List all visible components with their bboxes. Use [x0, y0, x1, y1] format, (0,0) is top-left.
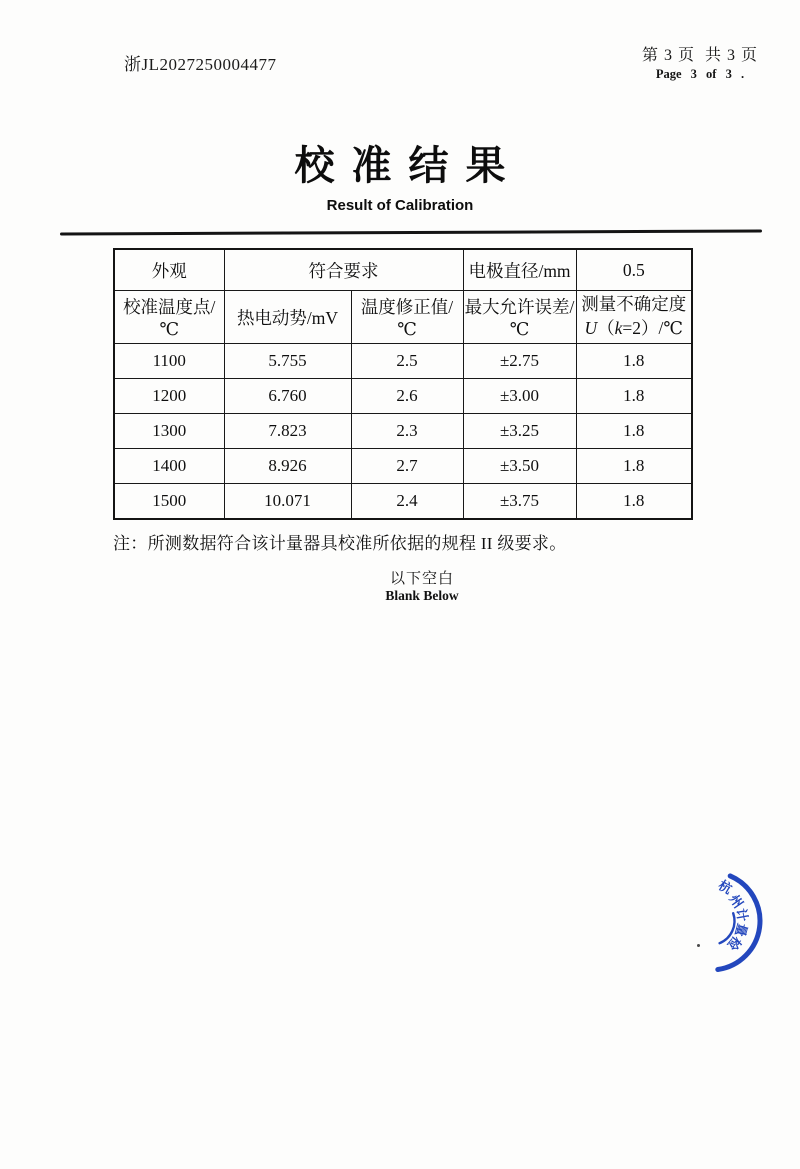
- cell-uncertainty: 1.8: [576, 484, 692, 520]
- cell-temperature: 1100: [114, 344, 224, 379]
- appearance-label: 外观: [114, 249, 224, 291]
- cell-correction: 2.6: [351, 379, 463, 414]
- column-header-temperature: 校准温度点/℃: [114, 291, 224, 344]
- page-indicator-cn: 第 3 页 共 3 页: [641, 47, 758, 64]
- appearance-value: 符合要求: [224, 249, 463, 291]
- table-header-row: [114, 291, 692, 344]
- title-divider: [60, 229, 762, 235]
- cell-correction: 2.7: [351, 449, 463, 484]
- column-header-max-error: 最大允许误差/℃: [463, 291, 576, 344]
- seal-char: 检: [724, 933, 745, 953]
- cell-emf: 10.071: [224, 484, 351, 520]
- scan-speck: [697, 944, 700, 947]
- cell-temperature: 1400: [114, 449, 224, 484]
- cell-correction: 2.3: [351, 414, 463, 449]
- table-row: [114, 449, 692, 484]
- column-header-emf: 热电动势/mV: [224, 291, 351, 344]
- calibration-results-table: [113, 248, 693, 520]
- seal-char: 量: [732, 921, 751, 939]
- cell-emf: 5.755: [224, 344, 351, 379]
- table-row: [114, 344, 692, 379]
- table-row: [114, 379, 692, 414]
- certificate-number: 浙JL2027250004477: [124, 55, 277, 74]
- cell-max-error: ±3.50: [463, 449, 576, 484]
- cell-uncertainty: 1.8: [576, 414, 692, 449]
- page-indicator: [642, 42, 758, 82]
- blank-below-en: Blank Below: [385, 588, 459, 603]
- cell-emf: 7.823: [224, 414, 351, 449]
- table-row: [114, 414, 692, 449]
- cell-uncertainty: 1.8: [576, 344, 692, 379]
- page-title-en: Result of Calibration: [326, 197, 474, 214]
- cell-temperature: 1200: [114, 379, 224, 414]
- cell-emf: 6.760: [224, 379, 351, 414]
- cell-temperature: 1300: [114, 414, 224, 449]
- seal-char: 州: [726, 891, 747, 911]
- seal-char: 计: [733, 907, 751, 923]
- column-header-correction: 温度修正值/℃: [351, 291, 463, 344]
- cell-max-error: ±3.75: [463, 484, 576, 520]
- cell-emf: 8.926: [224, 449, 351, 484]
- table-row-summary: [114, 249, 692, 291]
- cell-uncertainty: 1.8: [576, 449, 692, 484]
- blank-below-cn: 以下空白: [389, 571, 454, 587]
- page-indicator-en: Page 3 of 3 .: [655, 67, 745, 81]
- column-header-uncertainty: 测量不确定度 U（k=2）/℃: [576, 291, 692, 344]
- cell-correction: 2.4: [351, 484, 463, 520]
- diameter-value: 0.5: [576, 249, 692, 291]
- uncertainty-line1: 测量不确定度: [581, 294, 687, 315]
- cell-uncertainty: 1.8: [576, 379, 692, 414]
- uncertainty-k: k: [614, 318, 623, 338]
- diameter-label: 电极直径/mm: [463, 249, 576, 291]
- uncertainty-u: U: [584, 318, 598, 338]
- cell-max-error: ±2.75: [463, 344, 576, 379]
- cell-correction: 2.5: [351, 344, 463, 379]
- table-row: [114, 484, 692, 520]
- cell-max-error: ±3.00: [463, 379, 576, 414]
- note-text: 注：所测数据符合该计量器具校准所依据的规程 II 级要求。: [113, 534, 567, 553]
- page-title: 校准结果: [294, 143, 523, 188]
- seal-char: 杭: [715, 877, 735, 897]
- cell-temperature: 1500: [114, 484, 224, 520]
- official-seal-stamp: [690, 853, 800, 1003]
- cell-max-error: ±3.25: [463, 414, 576, 449]
